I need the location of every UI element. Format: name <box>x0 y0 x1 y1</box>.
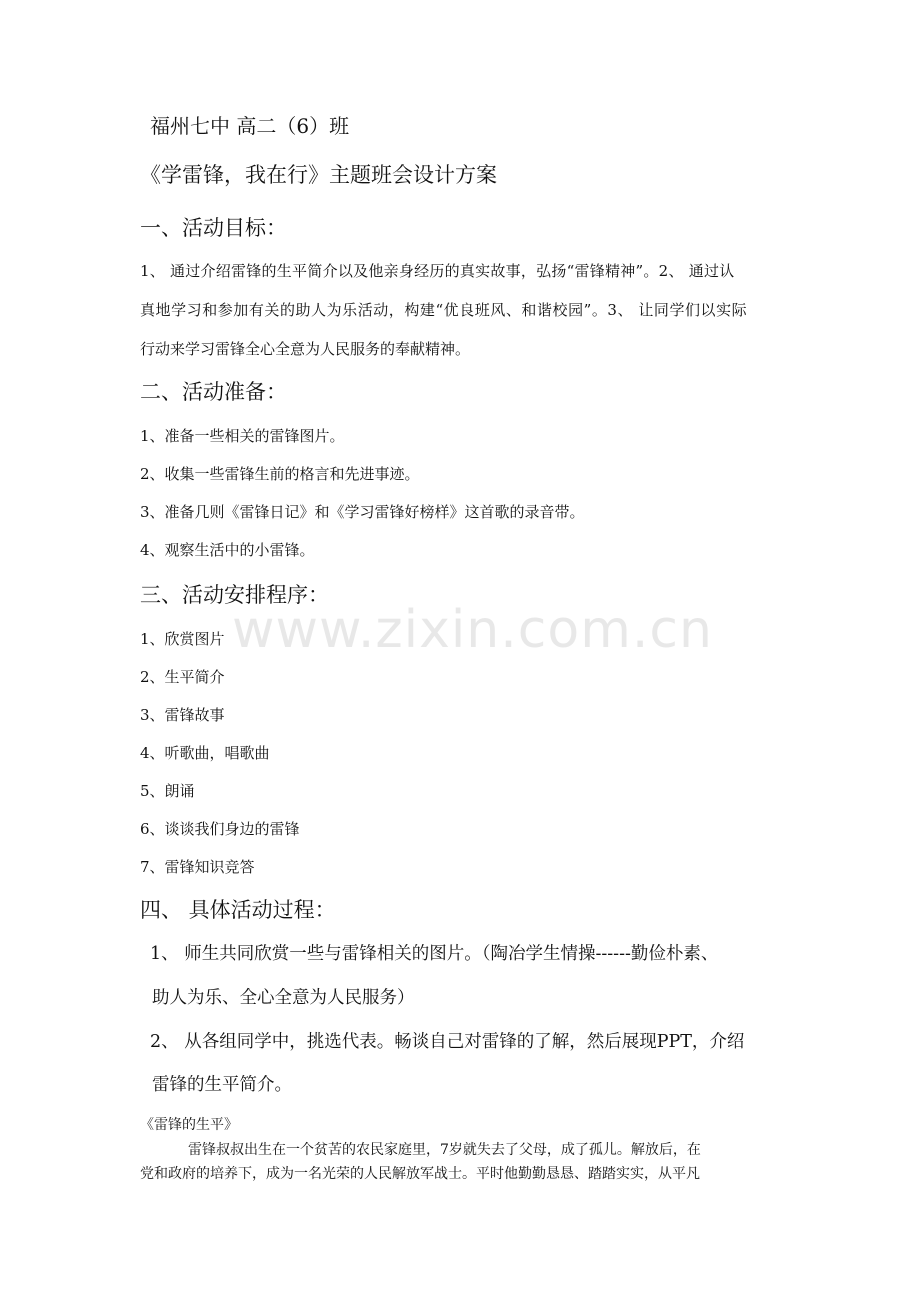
goals-line-2: 真地学习和参加有关的助人为乐活动，构建“优良班风、和谐校园”。3、 让同学们以实际 <box>140 301 748 319</box>
watermark: www.zixin.com.cn <box>232 600 713 660</box>
preparation-item-2: 2、收集一些雷锋生前的格言和先进事迹。 <box>140 465 420 483</box>
schedule-item-1: 1、欣赏图片 <box>140 630 225 648</box>
section-heading-goals: 一、活动目标： <box>140 216 287 240</box>
document-title: 《学雷锋，我在行》主题班会设计方案 <box>140 163 497 187</box>
preparation-item-4: 4、观察生活中的小雷锋。 <box>140 541 315 559</box>
preparation-item-1: 1、准备一些相关的雷锋图片。 <box>140 427 345 445</box>
section-heading-preparation: 二、活动准备： <box>140 380 287 404</box>
bio-line-2: 党和政府的培养下，成为一名光荣的人民解放军战士。平时他勤勤恳恳、踏踏实实，从平凡 <box>140 1166 700 1182</box>
schedule-item-7: 7、雷锋知识竞答 <box>140 858 255 876</box>
process-line-4: 雷锋的生平简介。 <box>152 1075 292 1095</box>
goals-line-3: 行动来学习雷锋全心全意为人民服务的奉献精神。 <box>140 340 471 358</box>
process-line-2: 助人为乐、全心全意为人民服务） <box>152 988 415 1008</box>
preparation-item-3: 3、准备几则《雷锋日记》和《学习雷锋好榜样》这首歌的录音带。 <box>140 503 585 521</box>
section-heading-process: 四、 具体活动过程： <box>140 898 336 922</box>
goals-line-1: 1、 通过介绍雷锋的生平简介以及他亲身经历的真实故事，弘扬“雷锋精神”。2、 通过认 <box>140 262 735 280</box>
school-class-line: 福州七中 高二（6）班 <box>150 114 350 138</box>
section-heading-schedule: 三、活动安排程序： <box>140 583 329 607</box>
process-line-3: 2、 从各组同学中，挑选代表。畅谈自己对雷锋的了解，然后展现PPT，介绍 <box>150 1032 745 1052</box>
schedule-item-2: 2、生平简介 <box>140 668 225 686</box>
schedule-item-6: 6、谈谈我们身边的雷锋 <box>140 820 300 838</box>
schedule-item-3: 3、雷锋故事 <box>140 706 225 724</box>
process-line-1: 1、 师生共同欣赏一些与雷锋相关的图片。（陶冶学生情操------勤俭朴素、 <box>150 944 719 964</box>
bio-line-1: 雷锋叔叔出生在一个贫苦的农民家庭里，7岁就失去了父母，成了孤儿。解放后，在 <box>188 1142 701 1158</box>
schedule-item-5: 5、朗诵 <box>140 782 195 800</box>
bio-title: 《雷锋的生平》 <box>140 1117 238 1133</box>
schedule-item-4: 4、听歌曲，唱歌曲 <box>140 744 270 762</box>
